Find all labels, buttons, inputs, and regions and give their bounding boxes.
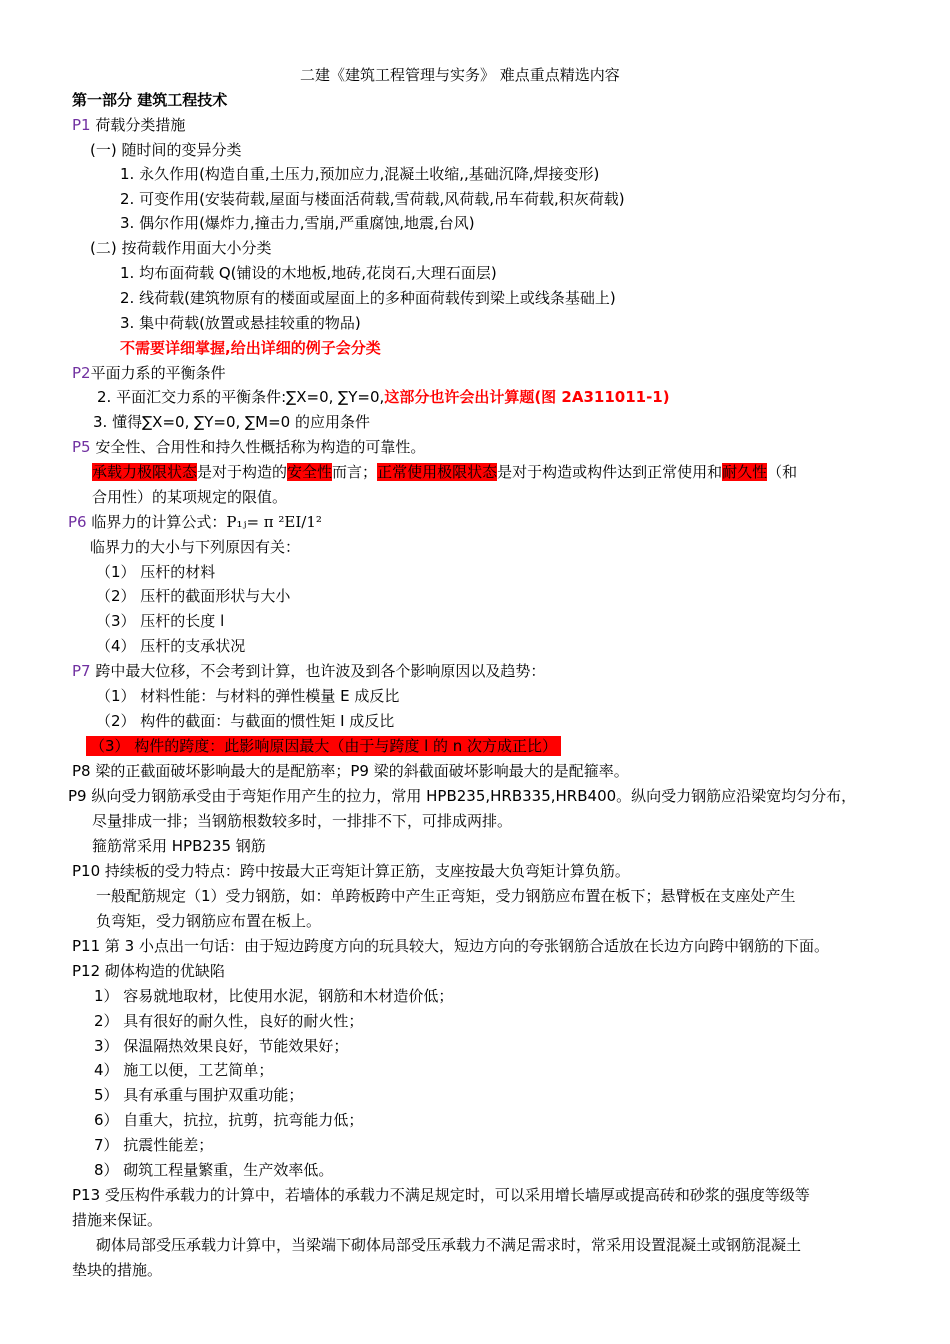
p2-head-text: 平面力系的平衡条件 (90, 364, 226, 382)
list-item: 8） 砌筑工程量繁重，生产效率低。 (94, 1161, 334, 1179)
p13-line-4: 垫块的措施。 (72, 1261, 163, 1279)
p5-text: 而言； (332, 463, 378, 481)
p13-line-2: 措施来保证。 (72, 1211, 163, 1229)
p10-line-1: P10 持续板的受力特点：跨中按最大正弯矩计算正筋，支座按最大负弯矩计算负筋。 (72, 862, 630, 880)
page-ref: P6 (68, 513, 87, 531)
p6-intro: 临界力的大小与下列原因有关： (90, 538, 301, 556)
p6-head-text: 临界力的计算公式： (86, 513, 227, 531)
list-item: 3. 集中荷载(放置或悬挂较重的物品) (120, 314, 361, 332)
list-item: 4） 施工以便，工艺简单； (94, 1061, 274, 1079)
p2-line-1 (97, 387, 670, 407)
p10-line-3: 负弯矩，受力钢筋应布置在板上。 (96, 912, 322, 930)
p1-note: 不需要详细掌握,给出详细的例子会分类 (120, 339, 381, 357)
p7-head-text: 跨中最大位移，不会考到计算，也许波及到各个影响原因以及趋势： (90, 662, 546, 680)
list-item: （2） 压杆的截面形状与大小 (96, 587, 291, 605)
list-item: 3. 偶尔作用(爆炸力,撞击力,雪崩,严重腐蚀,地震,台风) (120, 214, 475, 232)
list-item: 5） 具有承重与围护双重功能； (94, 1086, 304, 1104)
highlight-term: 承载力极限状态 (92, 463, 198, 481)
p7-heading (72, 661, 545, 681)
list-item: 6） 自重大，抗拉，抗剪，抗弯能力低； (94, 1111, 364, 1129)
p11-line: P11 第 3 小点出一句话：由于短边跨度方向的玩具较大，短边方向的夸张钢筋合适放在长边方向跨中钢筋的下面。 (72, 937, 829, 955)
p9-line-2: 尽量排成一排；当钢筋根数较多时，一排排不下，可排成两排。 (92, 812, 513, 830)
list-item: 2. 可变作用(安装荷载,屋面与楼面活荷载,雪荷载,风荷载,吊车荷载,积灰荷载) (120, 190, 625, 208)
page-ref: P7 (72, 662, 91, 680)
list-item: 7） 抗震性能差； (94, 1136, 214, 1154)
p1-section-2: (二) 按荷载作用面大小分类 (90, 239, 272, 257)
list-item: 2. 线荷载(建筑物原有的楼面或屋面上的多种面荷载传到梁上或线条基础上) (120, 289, 616, 307)
list-item: 1） 容易就地取材，比使用水泥，钢筋和木材造价低； (94, 987, 454, 1005)
p10-line-2: 一般配筋规定（1）受力钢筋，如：单跨板跨中产生正弯矩，受力钢筋应布置在板下；悬臂板在支座处产生 (96, 887, 796, 905)
p1-head-text: 荷载分类措施 (90, 116, 186, 134)
critical-force-formula: P₁ⱼ= π ²EI/1² (226, 513, 322, 531)
list-item: 3） 保温隔热效果良好，节能效果好； (94, 1037, 349, 1055)
page-ref: P5 (72, 438, 91, 456)
p9-line-3: 箍筋常采用 HPB235 钢筋 (92, 837, 266, 855)
p5-head-text: 安全性、合用性和持久性概括称为构造的可靠性。 (90, 438, 426, 456)
p5-definition-cont: 合用性）的某项规定的限值。 (92, 488, 288, 506)
page-ref: P1 (72, 116, 91, 134)
highlight-term: 正常使用极限状态 (377, 463, 498, 481)
p8-line: P8 梁的正截面破坏影响最大的是配筋率；P9 梁的斜截面破坏影响最大的是配箍率。 (72, 762, 629, 780)
list-item: （1） 材料性能：与材料的弹性模量 E 成反比 (96, 687, 400, 705)
p12-heading: P12 砌体构造的优缺陷 (72, 962, 225, 980)
p9-line-1: P9 纵向受力钢筋承受由于弯矩作用产生的拉力，常用 HPB235,HRB335,HRB400。纵向受力钢筋应沿梁宽均匀分布， (68, 787, 857, 805)
p13-line-3: 砌体局部受压承载力计算中，当梁端下砌体局部受压承载力不满足需求时，常采用设置混凝土或钢筋混凝土 (96, 1236, 802, 1254)
page-ref: P2 (72, 364, 91, 382)
part-heading: 第一部分 建筑工程技术 (72, 91, 228, 109)
p6-heading (68, 512, 322, 532)
list-item: （4） 压杆的支承状况 (96, 637, 246, 655)
doc-title: 二建《建筑工程管理与实务》 难点重点精选内容 (300, 66, 620, 84)
list-item: （2） 构件的截面：与截面的惯性矩 I 成反比 (96, 712, 395, 730)
p2-note: 这部分也许会出计算题(图 2A311011-1) (384, 388, 670, 406)
p2-line-2: 3. 懂得∑X=0, ∑Y=0, ∑M=0 的应用条件 (93, 413, 370, 431)
p1-section-1: (一) 随时间的变异分类 (90, 141, 242, 159)
list-item: 1. 永久作用(构造自重,土压力,预加应力,混凝土收缩,,基础沉降,焊接变形) (120, 165, 600, 183)
list-item: 1. 均布面荷载 Q(铺设的木地板,地砖,花岗石,大理石面层) (120, 264, 497, 282)
p2-heading (72, 363, 226, 383)
p5-heading (72, 437, 425, 457)
list-item: 2） 具有很好的耐久性，良好的耐火性； (94, 1012, 364, 1030)
list-item: （1） 压杆的材料 (96, 563, 216, 581)
list-item: （3） 压杆的长度 l (96, 612, 225, 630)
p5-text: 是对于构造的 (197, 463, 288, 481)
p13-line-1: P13 受压构件承载力的计算中，若墙体的承载力不满足规定时，可以采用增长墙厚或提高砖和砂浆的强度等级等 (72, 1186, 810, 1204)
p7-highlight-line: （3） 构件的跨度：此影响原因最大（由于与跨度 l 的 n 次方成正比） (86, 736, 561, 756)
highlight-term: 耐久性 (722, 463, 768, 481)
highlight-term: 安全性 (287, 463, 333, 481)
p2-line-1-text: 2. 平面汇交力系的平衡条件:∑X=0, ∑Y=0, (97, 388, 385, 406)
p5-definition (92, 462, 797, 482)
p5-text: （和 (767, 463, 798, 481)
p5-text: 是对于构造或构件达到正常使用和 (497, 463, 723, 481)
p1-heading (72, 115, 185, 135)
